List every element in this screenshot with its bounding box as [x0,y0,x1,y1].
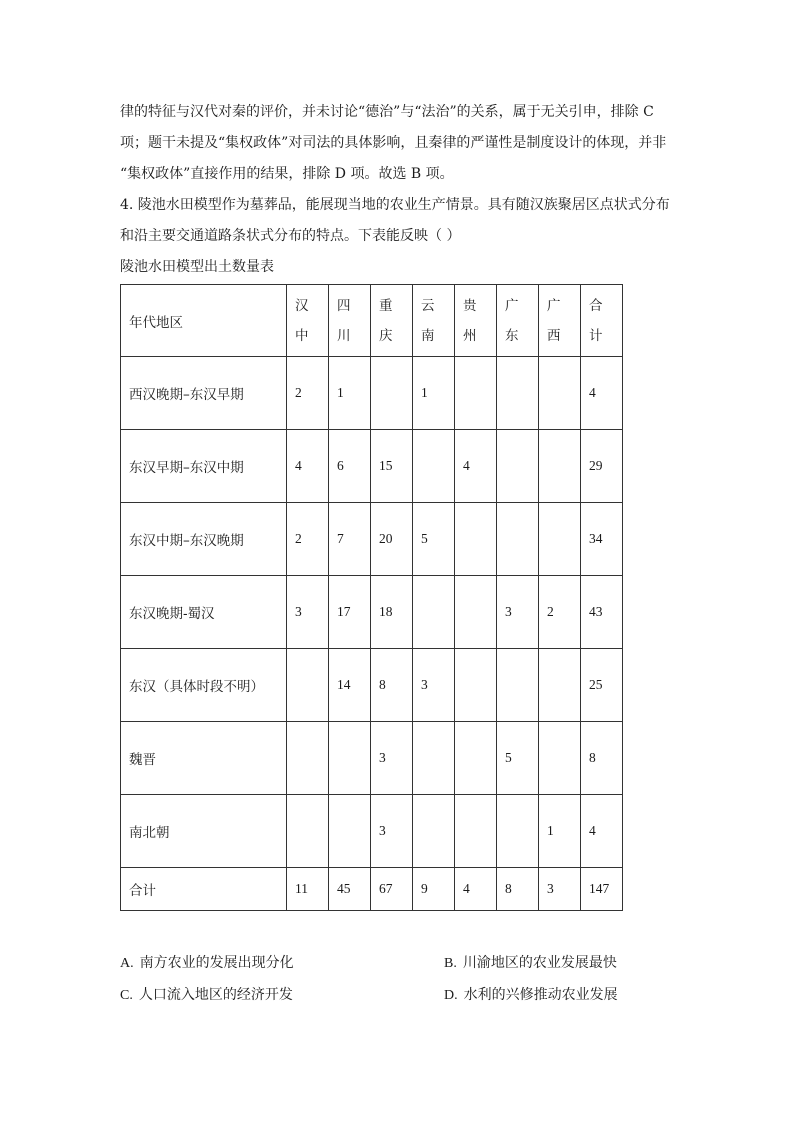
column-header: 四 川 [329,285,371,357]
table-cell [539,722,581,795]
table-cell: 6 [329,430,371,503]
table-cell [371,357,413,430]
table-cell: 147 [581,868,623,911]
option-text: 人口流入地区的经济开发 [138,987,293,1003]
text-line: 和沿主要交通道路条状式分布的特点。下表能反映（ ） [120,228,461,244]
table-caption: 陵池水田模型出土数量表 [120,259,274,275]
table-row [121,430,623,503]
row-label: 东汉（具体时段不明） [121,649,287,722]
table-cell: 34 [581,503,623,576]
option-b[interactable] [444,952,617,972]
table-cell: 2 [287,503,329,576]
row-label: 东汉中期–东汉晚期 [121,503,287,576]
table-cell: 7 [329,503,371,576]
row-label: 合计 [121,868,287,911]
table-cell [539,503,581,576]
table-cell [413,576,455,649]
column-header: 汉 中 [287,285,329,357]
option-text: 南方农业的发展出现分化 [139,955,294,971]
column-header: 广 西 [539,285,581,357]
table-cell [497,649,539,722]
table-cell: 67 [371,868,413,911]
table-cell: 4 [455,868,497,911]
table-cell [455,503,497,576]
corner-header: 年代地区 [121,285,287,357]
option-key: B. [444,956,457,971]
table-cell [413,722,455,795]
table-cell: 4 [581,795,623,868]
table-cell [539,357,581,430]
table-cell [497,357,539,430]
question-text [120,97,680,252]
table-row [121,503,623,576]
column-header: 贵 州 [455,285,497,357]
table-cell: 2 [287,357,329,430]
table-cell: 43 [581,576,623,649]
column-header: 广 东 [497,285,539,357]
column-header: 合 计 [581,285,623,357]
table-cell: 3 [413,649,455,722]
table-row [121,722,623,795]
table-cell: 4 [287,430,329,503]
table-cell: 18 [371,576,413,649]
table-cell: 5 [413,503,455,576]
table-cell: 8 [497,868,539,911]
row-label: 西汉晚期–东汉早期 [121,357,287,430]
option-d[interactable] [444,984,618,1004]
table-cell: 25 [581,649,623,722]
column-header: 云 南 [413,285,455,357]
table-cell: 3 [497,576,539,649]
table-cell: 14 [329,649,371,722]
table-cell: 29 [581,430,623,503]
table-total-row [121,868,623,911]
table-cell: 3 [371,722,413,795]
row-label: 东汉晚期-蜀汉 [121,576,287,649]
table-cell: 17 [329,576,371,649]
table-cell [455,795,497,868]
option-c[interactable] [120,984,293,1004]
table-header-row [121,285,623,357]
text-line: 律的特征与汉代对秦的评价，并未讨论“德治”与“法治”的关系，属于无关引申，排除 C [120,104,654,120]
option-a[interactable] [120,952,294,972]
table-cell: 11 [287,868,329,911]
table-cell: 9 [413,868,455,911]
text-line: 4. 陵池水田模型作为墓葬品，能展现当地的农业生产情景。具有随汉族聚居区点状式分布 [120,197,670,213]
option-text: 川渝地区的农业发展最快 [462,955,617,971]
table-cell: 3 [287,576,329,649]
table-cell: 1 [539,795,581,868]
data-table [120,284,623,911]
table-cell: 2 [539,576,581,649]
table-cell [497,430,539,503]
table-cell [497,795,539,868]
table-row [121,357,623,430]
table-cell [287,722,329,795]
table-cell: 8 [371,649,413,722]
table-row [121,576,623,649]
table-cell [455,722,497,795]
option-key: D. [444,988,458,1003]
table-cell [329,795,371,868]
option-key: A. [120,956,134,971]
row-label: 东汉早期–东汉中期 [121,430,287,503]
table-cell [455,357,497,430]
table-cell: 4 [455,430,497,503]
table-cell [539,430,581,503]
table-cell [329,722,371,795]
text-line: “集权政体”直接作用的结果，排除 D 项。故选 B 项。 [120,166,454,182]
table-cell: 1 [413,357,455,430]
table-cell [455,576,497,649]
row-label: 南北朝 [121,795,287,868]
table-cell [413,430,455,503]
column-header: 重 庆 [371,285,413,357]
table-row [121,795,623,868]
option-text: 水利的兴修推动农业发展 [463,987,618,1003]
table-cell [497,503,539,576]
table-cell: 45 [329,868,371,911]
table-row [121,649,623,722]
row-label: 魏晋 [121,722,287,795]
table-cell: 20 [371,503,413,576]
text-line: 项；题干未提及“集权政体”对司法的具体影响，且秦律的严谨性是制度设计的体现，并非 [120,135,667,151]
table-cell: 3 [371,795,413,868]
option-key: C. [120,988,133,1003]
table-cell [413,795,455,868]
table-cell [455,649,497,722]
table-cell [539,649,581,722]
table-cell [287,795,329,868]
table-cell: 4 [581,357,623,430]
table-cell: 15 [371,430,413,503]
table-cell: 3 [539,868,581,911]
table-cell: 5 [497,722,539,795]
table-cell: 8 [581,722,623,795]
table-cell [287,649,329,722]
table-cell: 1 [329,357,371,430]
